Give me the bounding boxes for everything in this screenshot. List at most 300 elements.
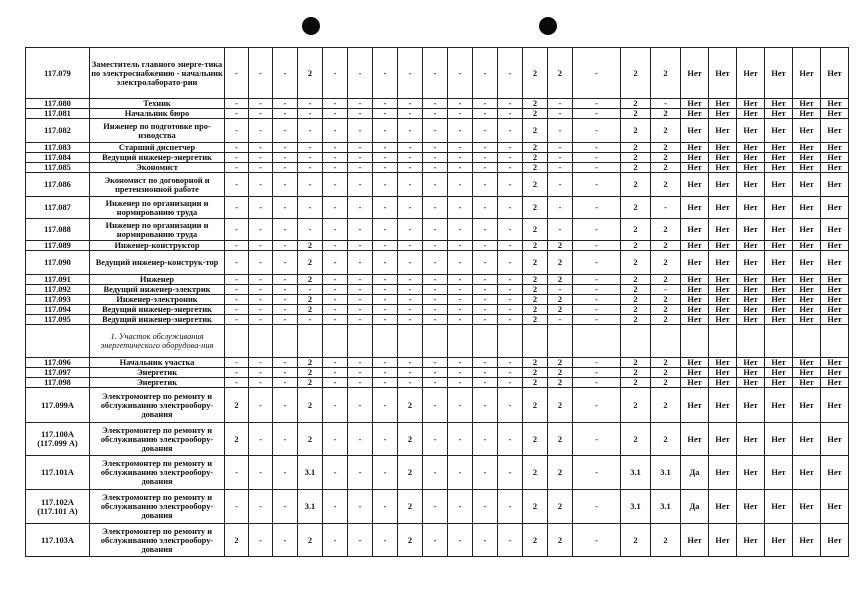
value-cell: Нет xyxy=(821,197,849,219)
value-cell: - xyxy=(573,378,621,388)
value-cell: Нет xyxy=(681,219,709,241)
value-cell: - xyxy=(348,358,373,368)
value-cell: Нет xyxy=(737,368,765,378)
value-cell: Нет xyxy=(709,358,737,368)
value-cell: - xyxy=(323,315,348,325)
value-cell: Нет xyxy=(765,305,793,315)
value-cell: - xyxy=(225,275,249,285)
value-cell: - xyxy=(448,275,473,285)
value-cell: Нет xyxy=(765,251,793,275)
value-cell: - xyxy=(448,109,473,119)
value-cell: - xyxy=(225,285,249,295)
position-title: Начальник бюро xyxy=(90,109,225,119)
value-cell: - xyxy=(323,173,348,197)
value-cell: Нет xyxy=(681,378,709,388)
row-number: 117.091 xyxy=(26,275,90,285)
value-cell: - xyxy=(298,285,323,295)
value-cell: - xyxy=(225,197,249,219)
value-cell: 2 xyxy=(548,378,573,388)
value-cell: - xyxy=(573,490,621,524)
value-cell: Нет xyxy=(709,423,737,456)
value-cell: - xyxy=(548,119,573,143)
table-row xyxy=(26,251,849,275)
value-cell: - xyxy=(448,153,473,163)
value-cell: - xyxy=(573,197,621,219)
value-cell: Нет xyxy=(793,456,821,490)
value-cell: 2 xyxy=(651,423,681,456)
value-cell: Нет xyxy=(737,119,765,143)
value-cell: - xyxy=(298,219,323,241)
value-cell: - xyxy=(348,109,373,119)
value-cell: Нет xyxy=(821,251,849,275)
value-cell: Нет xyxy=(793,378,821,388)
value-cell: - xyxy=(323,275,348,285)
value-cell: - xyxy=(348,490,373,524)
position-title: Ведущий инженер-энергетик xyxy=(90,305,225,315)
value-cell: - xyxy=(249,456,273,490)
value-cell: - xyxy=(398,295,423,305)
value-cell xyxy=(423,325,448,358)
value-cell: Нет xyxy=(709,490,737,524)
value-cell: 2 xyxy=(523,285,548,295)
value-cell: Нет xyxy=(737,275,765,285)
value-cell: Нет xyxy=(709,153,737,163)
position-title: Инженер-электроник xyxy=(90,295,225,305)
value-cell: - xyxy=(398,163,423,173)
value-cell: - xyxy=(573,219,621,241)
value-cell: - xyxy=(448,358,473,368)
value-cell: - xyxy=(348,275,373,285)
value-cell: - xyxy=(373,285,398,295)
position-title: Ведущий инженер-конструк-тор xyxy=(90,251,225,275)
value-cell: - xyxy=(273,241,298,251)
value-cell: - xyxy=(423,99,448,109)
value-cell: - xyxy=(323,456,348,490)
value-cell: Нет xyxy=(793,241,821,251)
value-cell: 2 xyxy=(298,378,323,388)
row-number: 117.085 xyxy=(26,163,90,173)
value-cell: - xyxy=(373,315,398,325)
value-cell xyxy=(793,325,821,358)
value-cell: - xyxy=(323,153,348,163)
value-cell: - xyxy=(373,388,398,423)
value-cell: - xyxy=(225,368,249,378)
position-title: Инженер по подготовке про-изводства xyxy=(90,119,225,143)
value-cell: Нет xyxy=(793,285,821,295)
value-cell: - xyxy=(573,173,621,197)
value-cell: 2 xyxy=(523,275,548,285)
value-cell: - xyxy=(448,524,473,557)
position-title: Начальник участка xyxy=(90,358,225,368)
table-row xyxy=(26,153,849,163)
value-cell: - xyxy=(249,197,273,219)
value-cell: - xyxy=(473,173,498,197)
value-cell: Нет xyxy=(765,358,793,368)
row-number: 117.086 xyxy=(26,173,90,197)
value-cell: - xyxy=(273,153,298,163)
value-cell: Нет xyxy=(709,524,737,557)
table-row xyxy=(26,388,849,423)
value-cell: - xyxy=(473,219,498,241)
value-cell: Нет xyxy=(709,251,737,275)
value-cell: Нет xyxy=(765,48,793,99)
value-cell: Нет xyxy=(765,368,793,378)
value-cell: - xyxy=(398,241,423,251)
value-cell: - xyxy=(249,219,273,241)
value-cell: 2 xyxy=(621,99,651,109)
value-cell: 2 xyxy=(621,368,651,378)
value-cell: 2 xyxy=(621,251,651,275)
assessment-table xyxy=(25,47,849,557)
value-cell: - xyxy=(573,163,621,173)
value-cell: Нет xyxy=(821,173,849,197)
table-row xyxy=(26,143,849,153)
value-cell: - xyxy=(423,490,448,524)
value-cell: - xyxy=(323,295,348,305)
value-cell: - xyxy=(273,143,298,153)
value-cell: - xyxy=(448,368,473,378)
value-cell: Нет xyxy=(765,378,793,388)
value-cell: - xyxy=(225,378,249,388)
row-number: 117.095 xyxy=(26,315,90,325)
position-title: Электромонтер по ремонту и обслуживанию электрообору-дования xyxy=(90,524,225,557)
value-cell: - xyxy=(273,295,298,305)
value-cell: - xyxy=(348,163,373,173)
table-row xyxy=(26,275,849,285)
value-cell: 2 xyxy=(398,490,423,524)
value-cell: Нет xyxy=(709,173,737,197)
value-cell: Нет xyxy=(821,358,849,368)
position-title: Инженер xyxy=(90,275,225,285)
value-cell: - xyxy=(373,109,398,119)
value-cell: Нет xyxy=(793,99,821,109)
value-cell xyxy=(709,325,737,358)
value-cell: Нет xyxy=(737,315,765,325)
value-cell: - xyxy=(498,143,523,153)
value-cell: 2 xyxy=(548,368,573,378)
value-cell: 2 xyxy=(621,153,651,163)
value-cell: Нет xyxy=(681,99,709,109)
value-cell: Нет xyxy=(737,241,765,251)
value-cell: - xyxy=(548,109,573,119)
value-cell: Нет xyxy=(821,109,849,119)
value-cell: - xyxy=(448,99,473,109)
table-row xyxy=(26,423,849,456)
position-title: Техник xyxy=(90,99,225,109)
value-cell: - xyxy=(498,423,523,456)
value-cell: - xyxy=(323,251,348,275)
value-cell: - xyxy=(373,368,398,378)
value-cell: - xyxy=(448,173,473,197)
value-cell: 3.1 xyxy=(651,490,681,524)
value-cell: Нет xyxy=(821,378,849,388)
table-row xyxy=(26,109,849,119)
table-row xyxy=(26,315,849,325)
value-cell: - xyxy=(323,388,348,423)
value-cell: - xyxy=(273,173,298,197)
position-title: Старший диспетчер xyxy=(90,143,225,153)
value-cell: - xyxy=(498,153,523,163)
value-cell: Нет xyxy=(821,163,849,173)
value-cell xyxy=(651,325,681,358)
position-title: Инженер-конструктор xyxy=(90,241,225,251)
value-cell: 2 xyxy=(523,109,548,119)
value-cell: 2 xyxy=(651,241,681,251)
value-cell: - xyxy=(398,219,423,241)
value-cell: - xyxy=(225,241,249,251)
value-cell: - xyxy=(473,295,498,305)
value-cell: - xyxy=(348,524,373,557)
value-cell: - xyxy=(373,358,398,368)
value-cell: 3.1 xyxy=(298,456,323,490)
value-cell: Нет xyxy=(793,143,821,153)
value-cell: - xyxy=(373,251,398,275)
value-cell: - xyxy=(249,241,273,251)
value-cell: - xyxy=(348,143,373,153)
row-number: 117.096 xyxy=(26,358,90,368)
value-cell: - xyxy=(273,99,298,109)
value-cell: - xyxy=(398,197,423,219)
value-cell: 2 xyxy=(651,358,681,368)
value-cell: - xyxy=(448,378,473,388)
row-number: 117.092 xyxy=(26,285,90,295)
value-cell: - xyxy=(573,305,621,315)
value-cell: - xyxy=(323,48,348,99)
position-title: Электромонтер по ремонту и обслуживанию электрообору-дования xyxy=(90,388,225,423)
value-cell: - xyxy=(348,153,373,163)
value-cell: Нет xyxy=(737,251,765,275)
value-cell: Нет xyxy=(793,163,821,173)
value-cell: - xyxy=(498,295,523,305)
value-cell: - xyxy=(225,153,249,163)
value-cell: - xyxy=(473,388,498,423)
value-cell: 2 xyxy=(298,251,323,275)
value-cell: - xyxy=(225,456,249,490)
value-cell: - xyxy=(225,490,249,524)
value-cell: 2 xyxy=(621,219,651,241)
position-title: Энергетик xyxy=(90,378,225,388)
value-cell xyxy=(448,325,473,358)
value-cell: - xyxy=(273,305,298,315)
value-cell: - xyxy=(573,368,621,378)
value-cell: - xyxy=(573,143,621,153)
row-number: 117.100А (117.099 А) xyxy=(26,423,90,456)
value-cell: - xyxy=(448,241,473,251)
value-cell: - xyxy=(298,119,323,143)
value-cell: 2 xyxy=(523,99,548,109)
value-cell: 2 xyxy=(621,358,651,368)
value-cell: - xyxy=(498,99,523,109)
value-cell: Нет xyxy=(681,241,709,251)
value-cell: - xyxy=(448,219,473,241)
row-number: 117.087 xyxy=(26,197,90,219)
value-cell: - xyxy=(225,119,249,143)
value-cell: - xyxy=(423,241,448,251)
value-cell: Нет xyxy=(765,275,793,285)
value-cell: 2 xyxy=(651,305,681,315)
position-title: Ведущий инженер-энергетик xyxy=(90,315,225,325)
value-cell: Нет xyxy=(709,275,737,285)
value-cell: 2 xyxy=(225,524,249,557)
value-cell: - xyxy=(249,275,273,285)
value-cell: - xyxy=(573,358,621,368)
value-cell: - xyxy=(348,423,373,456)
value-cell: Нет xyxy=(821,285,849,295)
row-number: 117.083 xyxy=(26,143,90,153)
value-cell: 2 xyxy=(621,295,651,305)
value-cell: 2 xyxy=(398,423,423,456)
value-cell: Нет xyxy=(765,456,793,490)
value-cell: Нет xyxy=(793,423,821,456)
value-cell: - xyxy=(273,48,298,99)
value-cell: 2 xyxy=(523,153,548,163)
value-cell: Нет xyxy=(793,48,821,99)
value-cell: - xyxy=(548,153,573,163)
position-title: 1. Участок обслуживания энергетического оборудова-ния xyxy=(90,325,225,358)
value-cell: 2 xyxy=(548,456,573,490)
value-cell: - xyxy=(448,315,473,325)
value-cell: - xyxy=(373,490,398,524)
value-cell: Нет xyxy=(793,109,821,119)
position-title: Экономист xyxy=(90,163,225,173)
value-cell: Нет xyxy=(793,490,821,524)
value-cell: Нет xyxy=(821,275,849,285)
value-cell: 2 xyxy=(523,423,548,456)
value-cell: - xyxy=(498,315,523,325)
value-cell: Нет xyxy=(737,358,765,368)
value-cell: - xyxy=(548,315,573,325)
value-cell: Нет xyxy=(765,99,793,109)
value-cell: - xyxy=(498,48,523,99)
value-cell: - xyxy=(225,99,249,109)
value-cell: - xyxy=(225,219,249,241)
value-cell: 2 xyxy=(621,48,651,99)
value-cell: - xyxy=(423,143,448,153)
value-cell: 2 xyxy=(621,315,651,325)
row-number: 117.101А xyxy=(26,456,90,490)
value-cell: Нет xyxy=(737,143,765,153)
row-number: 117.079 xyxy=(26,48,90,99)
value-cell: 3.1 xyxy=(651,456,681,490)
value-cell: Да xyxy=(681,490,709,524)
value-cell: - xyxy=(573,524,621,557)
value-cell: Нет xyxy=(765,241,793,251)
value-cell: - xyxy=(373,524,398,557)
value-cell: 2 xyxy=(523,524,548,557)
value-cell: Нет xyxy=(709,99,737,109)
value-cell xyxy=(765,325,793,358)
value-cell: - xyxy=(273,368,298,378)
value-cell: - xyxy=(348,197,373,219)
value-cell: Нет xyxy=(709,219,737,241)
value-cell: - xyxy=(348,251,373,275)
value-cell: - xyxy=(273,456,298,490)
value-cell: - xyxy=(249,285,273,295)
position-title: Ведущий инженер-энергетик xyxy=(90,153,225,163)
value-cell: - xyxy=(373,219,398,241)
value-cell: Нет xyxy=(709,143,737,153)
value-cell xyxy=(373,325,398,358)
value-cell: - xyxy=(348,48,373,99)
value-cell: - xyxy=(398,305,423,315)
value-cell: - xyxy=(473,490,498,524)
value-cell: 2 xyxy=(548,295,573,305)
value-cell xyxy=(548,325,573,358)
value-cell: - xyxy=(573,388,621,423)
value-cell: 2 xyxy=(621,388,651,423)
value-cell: - xyxy=(398,251,423,275)
value-cell: 2 xyxy=(621,305,651,315)
value-cell: - xyxy=(298,163,323,173)
table-row xyxy=(26,197,849,219)
value-cell: Нет xyxy=(681,285,709,295)
value-cell: Нет xyxy=(709,285,737,295)
value-cell: - xyxy=(348,295,373,305)
value-cell: - xyxy=(423,285,448,295)
value-cell: - xyxy=(273,251,298,275)
value-cell: Нет xyxy=(681,109,709,119)
value-cell: - xyxy=(323,219,348,241)
value-cell: - xyxy=(398,48,423,99)
value-cell xyxy=(323,325,348,358)
value-cell: Нет xyxy=(737,197,765,219)
value-cell: - xyxy=(249,153,273,163)
value-cell: Нет xyxy=(737,163,765,173)
value-cell: - xyxy=(323,99,348,109)
row-number: 117.102А (117.101 А) xyxy=(26,490,90,524)
value-cell: Нет xyxy=(709,295,737,305)
value-cell: Нет xyxy=(793,388,821,423)
value-cell: - xyxy=(398,153,423,163)
value-cell: - xyxy=(398,99,423,109)
value-cell: - xyxy=(473,48,498,99)
value-cell: 2 xyxy=(548,388,573,423)
value-cell: Нет xyxy=(737,153,765,163)
value-cell: - xyxy=(651,285,681,295)
value-cell: - xyxy=(249,378,273,388)
value-cell: - xyxy=(423,456,448,490)
value-cell: - xyxy=(473,305,498,315)
value-cell: Нет xyxy=(793,275,821,285)
value-cell: 2 xyxy=(523,48,548,99)
value-cell: - xyxy=(373,295,398,305)
position-title: Инженер по организации и нормированию труда xyxy=(90,219,225,241)
value-cell: Нет xyxy=(681,368,709,378)
value-cell: - xyxy=(249,143,273,153)
value-cell: - xyxy=(348,388,373,423)
table-row xyxy=(26,490,849,524)
value-cell: 2 xyxy=(523,315,548,325)
value-cell xyxy=(225,325,249,358)
value-cell: - xyxy=(423,524,448,557)
value-cell: Нет xyxy=(793,368,821,378)
value-cell: 2 xyxy=(651,368,681,378)
value-cell: Нет xyxy=(737,423,765,456)
value-cell: 2 xyxy=(523,163,548,173)
value-cell: - xyxy=(473,153,498,163)
value-cell: 2 xyxy=(651,153,681,163)
value-cell: 2 xyxy=(298,423,323,456)
value-cell: - xyxy=(249,295,273,305)
value-cell: Нет xyxy=(765,109,793,119)
table-row xyxy=(26,48,849,99)
value-cell: - xyxy=(348,119,373,143)
table-body xyxy=(26,48,849,557)
value-cell: 2 xyxy=(621,109,651,119)
value-cell: - xyxy=(448,305,473,315)
value-cell: Нет xyxy=(765,388,793,423)
value-cell: Нет xyxy=(793,295,821,305)
